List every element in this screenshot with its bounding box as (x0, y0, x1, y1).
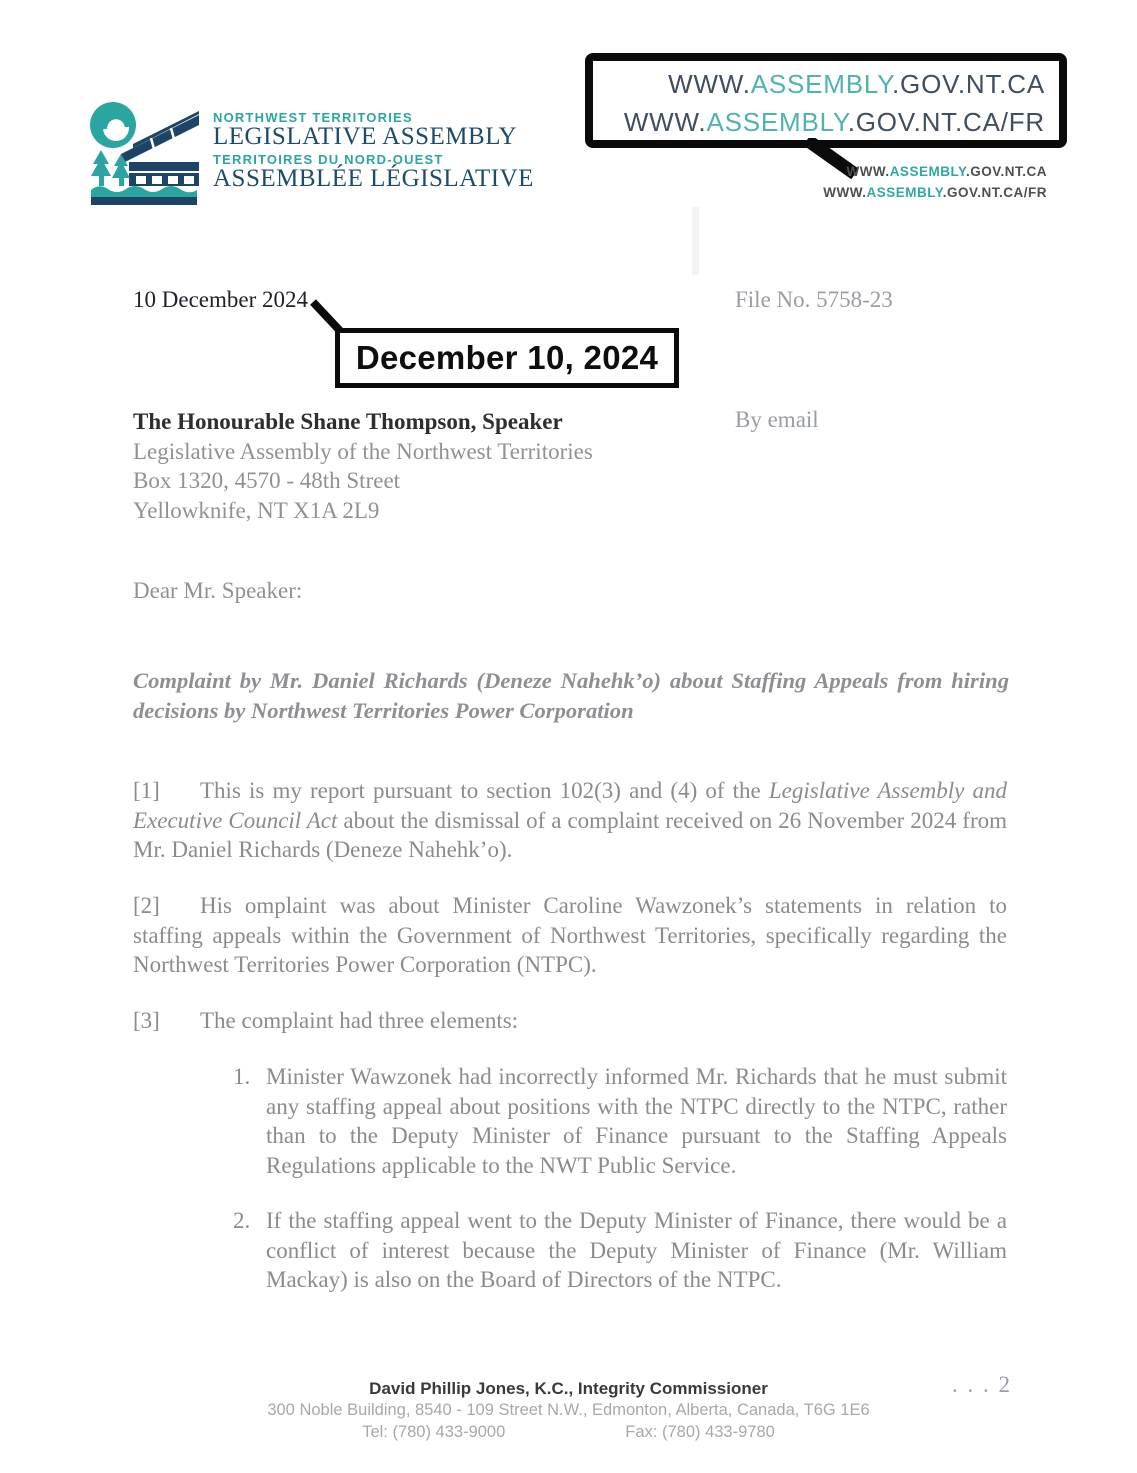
recipient-org: Legislative Assembly of the Northwest Territories (133, 438, 593, 464)
paragraph-number: [1] (133, 778, 160, 803)
url-prefix: WWW. (668, 69, 751, 99)
url-line-2 (593, 103, 1045, 141)
list-number: 1. (233, 1064, 251, 1089)
url-highlight: ASSEMBLY (750, 69, 893, 99)
subject-line: Complaint by Mr. Daniel Richards (Deneze Nahehk’o) about Staffing Appeals from hiring decisions by Northwest Territories Power Corporation (133, 668, 1009, 723)
letterhead-urls (823, 161, 1047, 203)
letterhead-url-2 (823, 182, 1047, 203)
url-line-1 (593, 65, 1045, 103)
recipient-name: The Honourable Shane Thompson, Speaker (133, 409, 563, 434)
commissioner-name: David Phillip Jones, K.C., Integrity Commissioner (369, 1379, 768, 1398)
url-suffix: .GOV.NT.CA (892, 69, 1045, 99)
paragraph-text: The complaint had three elements: (200, 1008, 519, 1033)
logo-line-fr-small: TERRITOIRES DU NORD-OUEST (213, 152, 444, 167)
paragraph-3 (133, 1006, 1007, 1036)
url-prefix: WWW. (846, 164, 890, 179)
recipient-street: Box 1320, 4570 - 48th Street (133, 468, 401, 493)
legislative-assembly-logo (85, 98, 534, 206)
page-continuation-marker: . . . 2 (952, 1372, 1012, 1397)
paragraph-number: [2] (133, 893, 160, 918)
scan-artifact-strip (692, 207, 699, 275)
footer-tel: Tel: (780) 433-9000 (362, 1422, 506, 1441)
file-number: File No. 5758-23 (735, 287, 893, 312)
assembly-building-logo-icon (85, 98, 203, 206)
recipient-address (133, 407, 593, 525)
url-prefix: WWW. (623, 107, 707, 137)
paragraph-text: about the dismissal of a complaint received on 26 November 2024 from Mr. Daniel Richards (Deneze Nahehk’o). (133, 807, 1007, 862)
paragraph-1 (133, 776, 1007, 865)
recipient-city: Yellowknife, NT X1A 2L9 (133, 497, 380, 523)
letterhead-url-1 (823, 161, 1047, 182)
list-item-1 (233, 1062, 1007, 1180)
list-number: 2. (233, 1208, 251, 1233)
url-highlight: ASSEMBLY (866, 185, 943, 200)
logo-line-fr-large: ASSEMBLÉE LÉGISLATIVE (213, 165, 534, 192)
url-annotation-box (585, 53, 1067, 148)
footer-telfax (0, 1422, 1137, 1444)
list-item-2 (233, 1206, 1007, 1295)
salutation: Dear Mr. Speaker: (133, 578, 303, 603)
act-title-italic: Legislative Assembly and Executive Council Act (133, 778, 1008, 833)
list-text: Minister Wawzonek had incorrectly informed Mr. Richards that he must submit any staffing appeal about positions with the NTPC directly to the NTPC, rather than to the Deputy Minister of Finance pursuant to the Staffing Appeals Regulations applicable to the NWT Public Service. (266, 1064, 1007, 1178)
url-highlight: ASSEMBLY (889, 164, 966, 179)
footer-fax: Fax: (780) 433-9780 (625, 1422, 775, 1441)
url-highlight: ASSEMBLY (706, 107, 848, 137)
logo-line-en-small: NORTHWEST TERRITORIES (213, 110, 413, 125)
delivery-method: By email (735, 407, 819, 432)
url-suffix: .GOV.NT.CA/FR (847, 107, 1045, 137)
list-text: If the staffing appeal went to the Deputy Minister of Finance, there would be a conflict of interest because the Deputy Minister of Finance (Mr. William Mackay) is also on the Board of Directors of the NTPC. (266, 1208, 1007, 1292)
paragraph-number: [3] (133, 1008, 160, 1033)
url-suffix: .GOV.NT.CA/FR (942, 185, 1047, 200)
letter-date: 10 December 2024 (133, 287, 308, 312)
url-suffix: .GOV.NT.CA (965, 164, 1047, 179)
paragraph-2 (133, 891, 1007, 980)
footer-address: 300 Noble Building, 8540 - 109 Street N.W., Edmonton, Alberta, Canada, T6G 1E6 (267, 1401, 870, 1419)
logo-wordmark (213, 98, 534, 206)
logo-line-en-large: LEGISLATIVE ASSEMBLY (213, 123, 518, 150)
url-prefix: WWW. (823, 185, 867, 200)
paragraph-text: This is my report pursuant to section 102(3) and (4) of the (200, 778, 769, 803)
date-annotation-box: December 10, 2024 (335, 328, 679, 388)
paragraph-text: His omplaint was about Minister Caroline Wawzonek’s statements in relation to staffing appeals within the Government of Northwest Territories, specifically regarding the Northwest Territories Power Corporation (NTPC). (133, 893, 1007, 977)
